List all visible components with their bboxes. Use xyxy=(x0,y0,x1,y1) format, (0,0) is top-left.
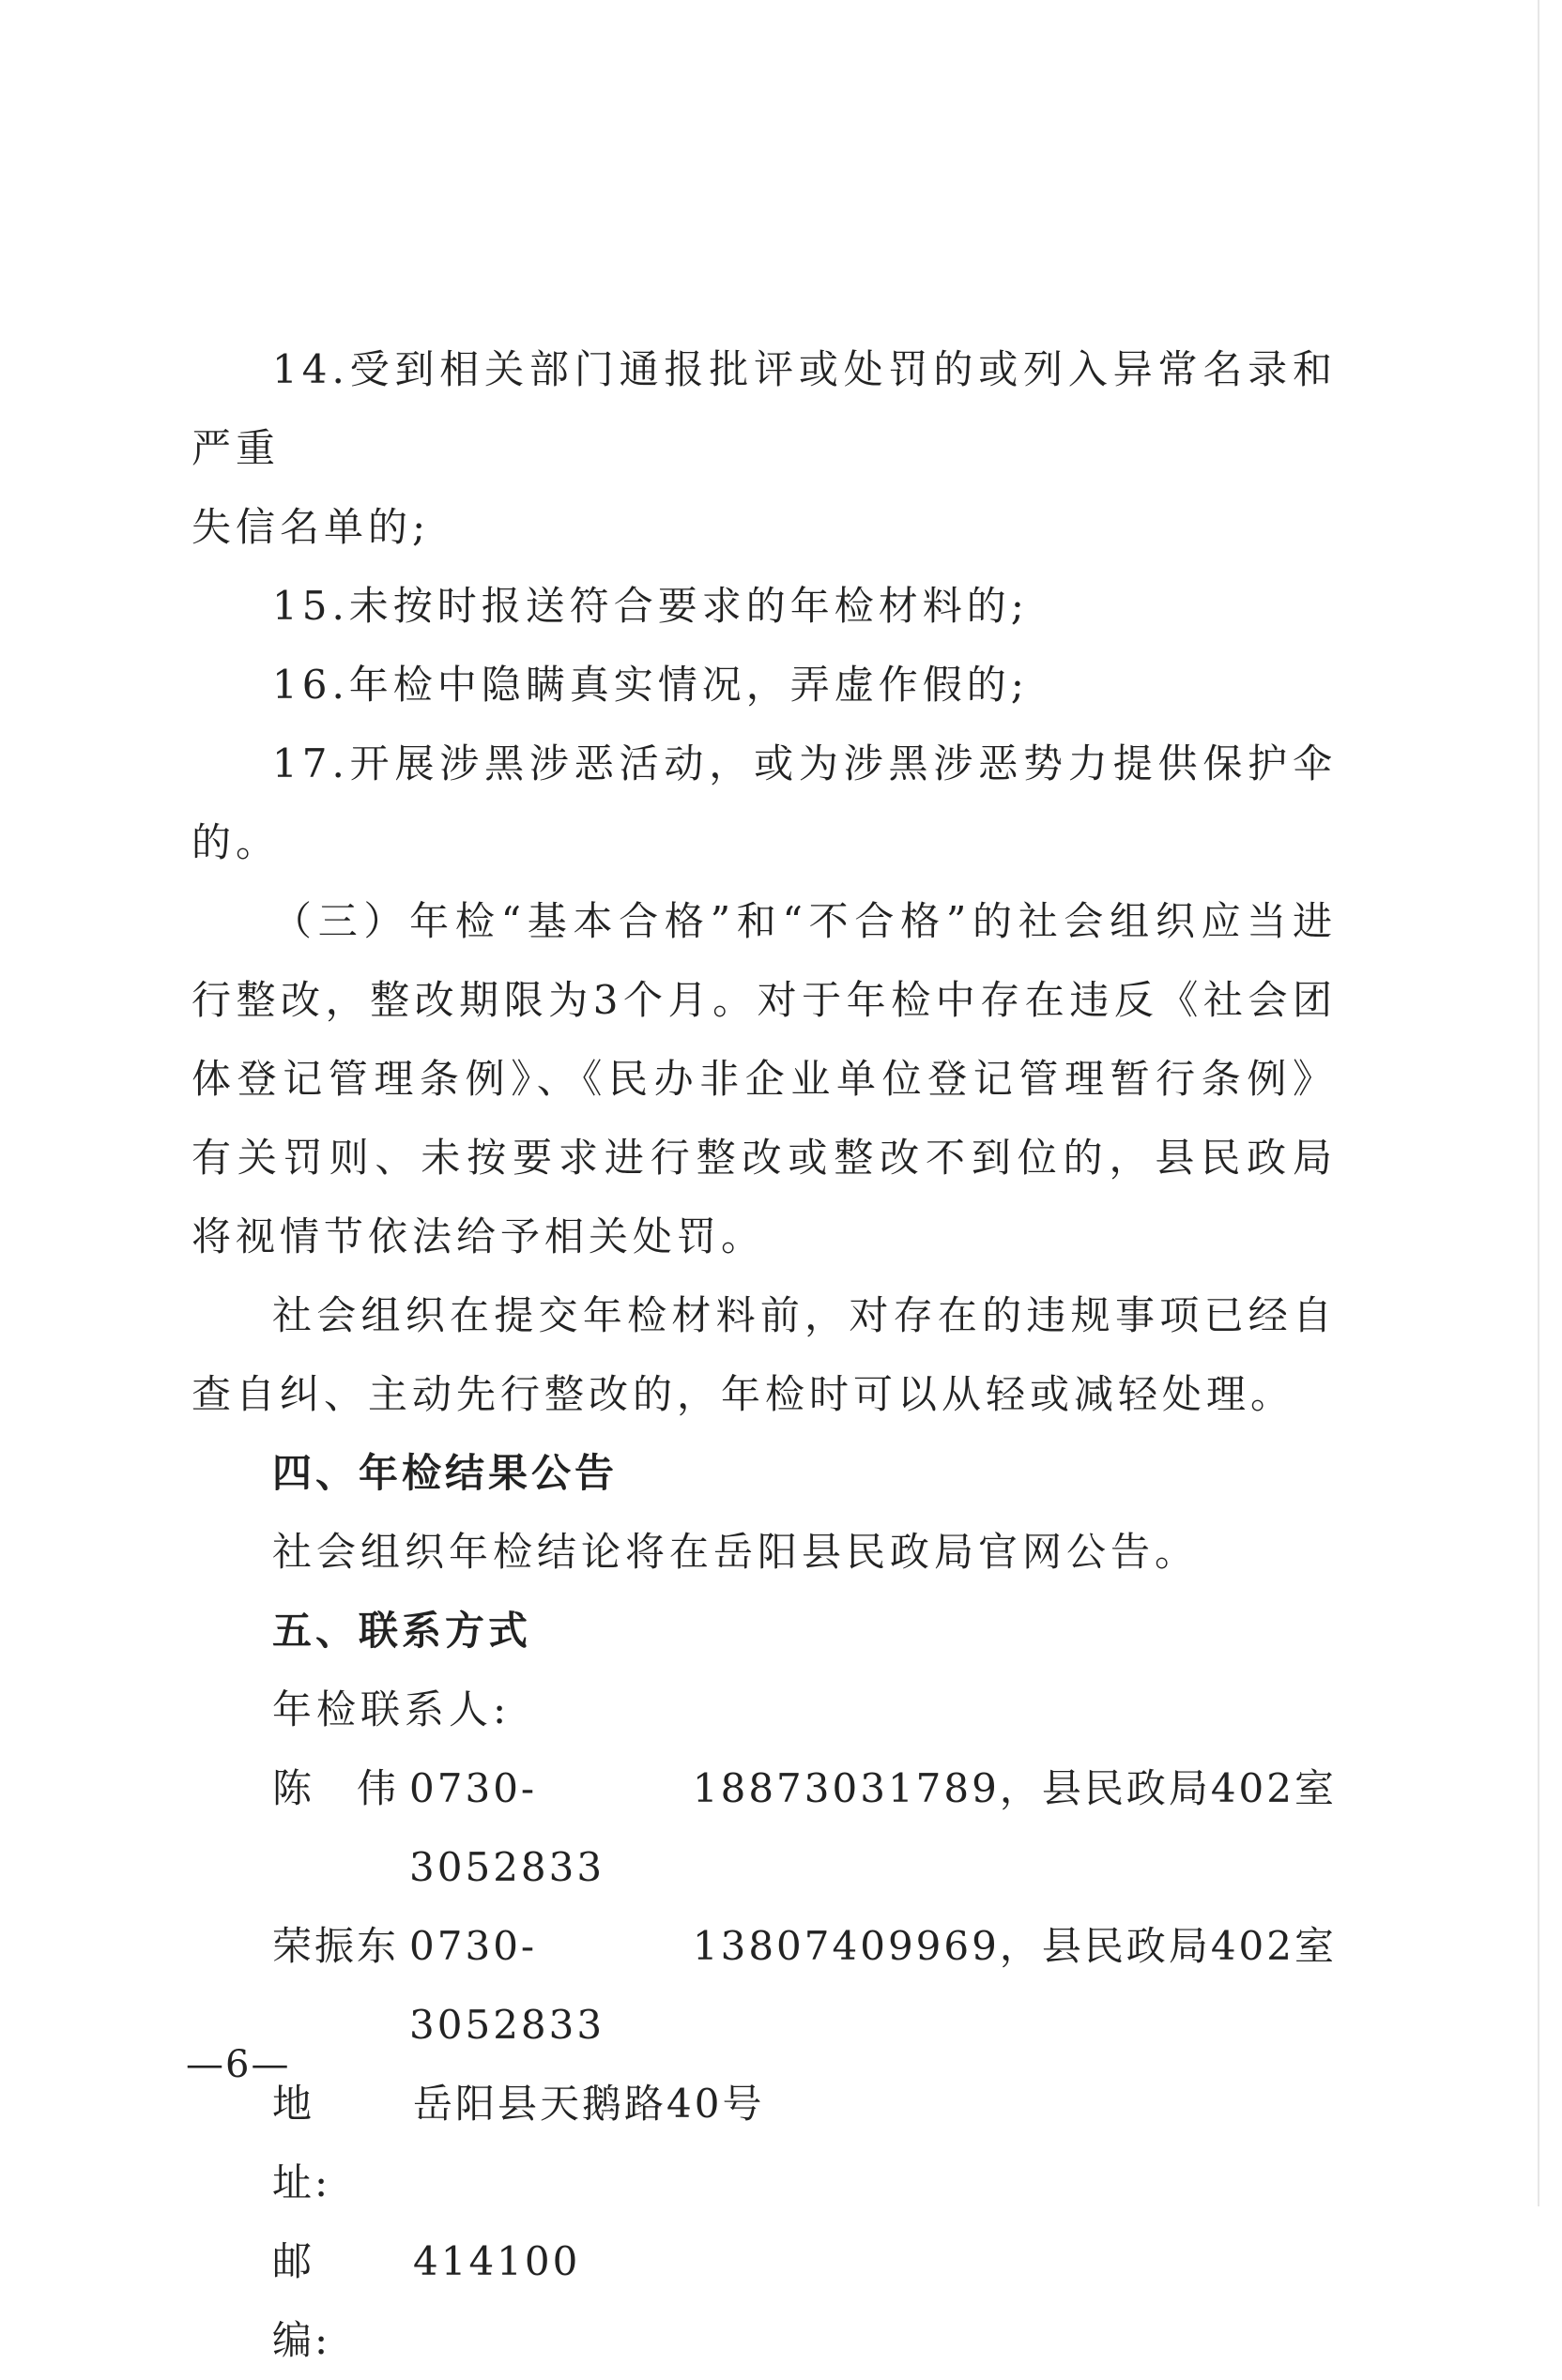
page-edge-line xyxy=(1538,0,1539,2206)
postcode-label: 邮 编: xyxy=(272,2238,358,2363)
document-body xyxy=(191,330,1337,2380)
postcode-row xyxy=(191,2222,1337,2380)
item-15: 15.未按时报送符合要求的年检材料的; xyxy=(272,583,1029,629)
contact-mobile: 13807409969，县民政局402室 xyxy=(692,1923,1337,1969)
contact-tel: 0730-3052833 xyxy=(409,1923,605,2048)
contact-name: 陈 伟 xyxy=(272,1765,400,1811)
contact-row xyxy=(191,1749,1337,1907)
contact-mobile: 18873031789，县民政局402室 xyxy=(692,1765,1337,1811)
self-correction-paragraph: 社会组织在提交年检材料前，对存在的违规事项已经自查自纠、主动先行整改的，年检时可以从轻或减轻处理。 xyxy=(191,1292,1337,1417)
contact-tel: 0730-3052833 xyxy=(409,1765,605,1890)
section-4-heading: 四、年检结果公告 xyxy=(272,1450,619,1496)
section-5-heading: 五、联系方式 xyxy=(272,1608,532,1654)
item-16: 16.年检中隐瞒真实情况，弄虚作假的; xyxy=(272,662,1029,708)
section-4-text: 社会组织年检结论将在岳阳县民政局官网公告。 xyxy=(272,1529,1200,1575)
section-3-paragraph: （三）年检“基本合格”和“不合格”的社会组织应当进行整改，整改期限为3个月。对于年检中存在违反《社会团体登记管理条例》、《民办非企业单位登记管理暂行条例》有关罚则、未按要求进行整改或整改不到位的，县民政局将视情节依法给予相关处罚。 xyxy=(191,898,1337,1259)
item-17: 17.开展涉黑涉恶活动，或为涉黑涉恶势力提供保护伞的。 xyxy=(191,740,1337,865)
contact-row xyxy=(191,1907,1337,2065)
postcode-value: 414100 xyxy=(413,2238,581,2284)
contact-name: 荣振东 xyxy=(272,1923,400,1969)
item-14-line-2: 失信名单的; xyxy=(191,504,431,550)
address-value: 岳阳县天鹅路40号 xyxy=(413,2081,765,2127)
contact-label: 年检联系人: xyxy=(272,1686,512,1732)
address-row xyxy=(191,2065,1337,2222)
item-14-line-1: 14.受到相关部门通报批评或处罚的或列入异常名录和严重 xyxy=(191,346,1337,471)
address-label: 地 址: xyxy=(272,2081,358,2205)
page-number: —6— xyxy=(186,2043,291,2086)
